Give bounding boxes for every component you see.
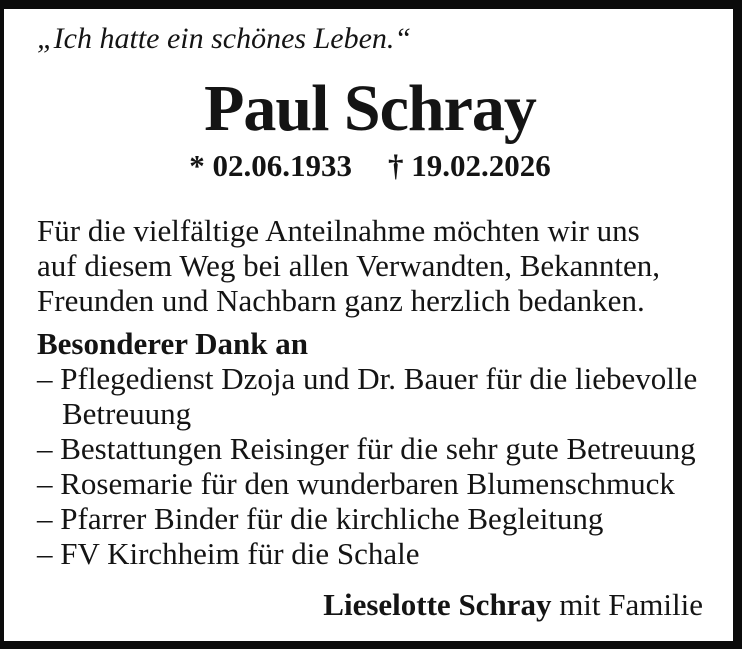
thanks-item (37, 501, 703, 536)
thanks-item-line: – Pfarrer Binder für die kirchliche Begleitung (37, 501, 604, 536)
thanks-item (37, 361, 703, 431)
signature-line (37, 587, 703, 622)
thanks-item-continuation: Betreuung (62, 396, 192, 431)
thanks-item-line: – Rosemarie für den wunderbaren Blumenschmuck (37, 466, 675, 501)
thanks-item-line: – Pflegedienst Dzoja und Dr. Bauer für die liebevolle (37, 361, 698, 396)
body-line: auf diesem Weg bei allen Verwandten, Bekannten, (37, 248, 661, 283)
body-line: Für die vielfältige Anteilnahme möchten wir uns (37, 213, 640, 248)
thanks-item-line: – Bestattungen Reisinger für die sehr gute Betreuung (37, 431, 696, 466)
quote-line: „Ich hatte ein schönes Leben.“ (37, 22, 412, 55)
life-dates (37, 149, 703, 183)
signature-suffix: mit Familie (551, 587, 703, 622)
special-thanks-heading: Besonderer Dank an (37, 326, 309, 361)
death-date: † 19.02.2026 (388, 148, 551, 183)
thanks-list (37, 361, 703, 571)
signature-name: Lieselotte Schray (323, 587, 552, 622)
thanks-item (37, 536, 703, 571)
birth-date: * 02.06.1933 (189, 148, 352, 183)
thanks-item-line: – FV Kirchheim für die Schale (37, 536, 420, 571)
thanks-paragraph (37, 213, 703, 318)
thanks-item (37, 431, 703, 466)
thanks-item (37, 466, 703, 501)
deceased-name: Paul Schray (204, 72, 536, 145)
body-line: Freunden und Nachbarn ganz herzlich bedanken. (37, 283, 645, 318)
